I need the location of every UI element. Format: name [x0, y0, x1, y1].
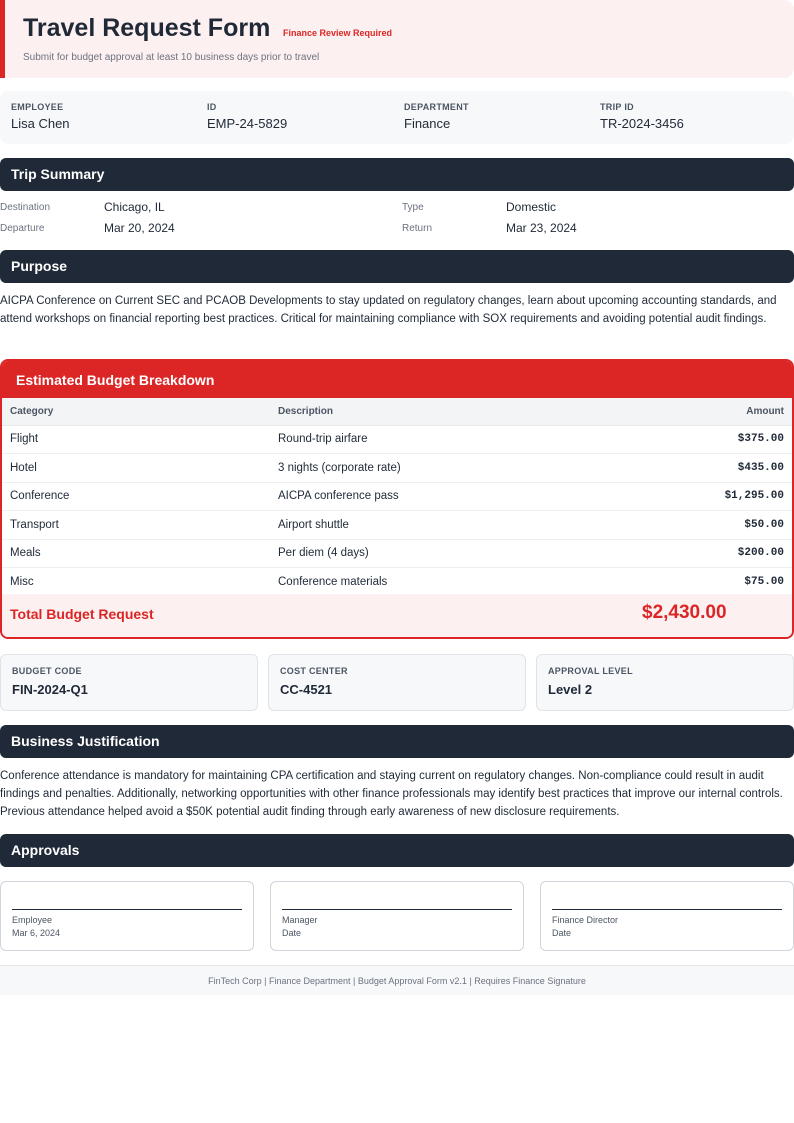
card-label: APPROVAL LEVEL [548, 666, 633, 676]
cell-description: Round-trip airfare [278, 425, 638, 454]
departure-label: Departure [0, 223, 45, 234]
employee-name-field [11, 102, 70, 131]
budget-total-row [2, 594, 792, 637]
field-value: EMP-24-5829 [207, 116, 288, 131]
cell-amount: $200.00 [638, 539, 792, 568]
page-subtitle: Submit for budget approval at least 10 business days prior to travel [23, 52, 320, 63]
cell-description: AICPA conference pass [278, 482, 638, 511]
total-label: Total Budget Request [10, 606, 154, 622]
cell-amount: $375.00 [638, 425, 792, 454]
cell-amount: $435.00 [638, 454, 792, 483]
return-label: Return [402, 223, 433, 234]
column-header-amount: Amount [638, 398, 792, 425]
card-label: COST CENTER [280, 666, 348, 676]
finance-director-signature-box[interactable] [540, 881, 794, 951]
type-label: Type [402, 202, 424, 213]
cell-description: Per diem (4 days) [278, 539, 638, 568]
table-row [2, 568, 792, 597]
signature-date: Date [282, 928, 302, 938]
cell-description: Airport shuttle [278, 511, 638, 540]
departure-value: Mar 20, 2024 [104, 221, 175, 235]
cell-category: Misc [2, 568, 278, 597]
table-row [2, 454, 792, 483]
employee-info-strip [0, 91, 794, 144]
employee-id-field [207, 102, 287, 131]
destination-value: Chicago, IL [104, 200, 165, 214]
trip-summary-heading: Trip Summary [0, 158, 794, 191]
approval-level-card [536, 654, 794, 711]
trip-id-field [600, 102, 684, 131]
form-header [0, 0, 794, 78]
table-row [2, 482, 792, 511]
cell-amount: $75.00 [638, 568, 792, 597]
cell-category: Conference [2, 482, 278, 511]
purpose-text: AICPA Conference on Current SEC and PCAOB Developments to stay updated on regulatory changes, learn about upcoming accounting standards, and attend workshops on financial reporting best practices. Critical for maintaining compliance with SOX requirements and avoiding potential audit findings. [0, 295, 777, 325]
budget-table-header [2, 398, 792, 425]
cell-description: 3 nights (corporate rate) [278, 454, 638, 483]
column-header-category: Category [2, 398, 278, 425]
field-label: TRIP ID [600, 102, 634, 112]
manager-signature-box[interactable] [270, 881, 524, 951]
cell-amount: $1,295.00 [638, 482, 792, 511]
type-value: Domestic [506, 200, 557, 214]
total-value: $2,430.00 [642, 602, 727, 623]
card-label: BUDGET CODE [12, 666, 82, 676]
field-label: ID [207, 102, 217, 112]
budget-heading: Estimated Budget Breakdown [2, 361, 792, 398]
signature-role: Finance Director [552, 915, 619, 925]
page-footer: FinTech Corp | Finance Department | Budget Approval Form v2.1 | Requires Finance Signature [0, 965, 794, 995]
return-value: Mar 23, 2024 [506, 221, 577, 235]
field-label: DEPARTMENT [404, 102, 469, 112]
purpose-heading: Purpose [0, 250, 794, 283]
page-title: Travel Request Form [23, 14, 271, 42]
cell-description: Conference materials [278, 568, 638, 597]
cell-amount: $50.00 [638, 511, 792, 540]
signature-role: Manager [282, 915, 318, 925]
table-row [2, 539, 792, 568]
justification-text: Conference attendance is mandatory for maintaining CPA certification and staying current on regulatory changes. Non-compliance could result in audit findings and penalties. Additionally, networking opportunities with other finance professionals may identify best practices that improve our internal controls. Previous attendance helped avoid a $50K potential audit finding through early awareness of new disclosure requirements. [0, 770, 783, 818]
card-value: Level 2 [548, 682, 593, 697]
table-row [2, 425, 792, 454]
signature-date: Date [552, 928, 572, 938]
destination-label: Destination [0, 202, 51, 213]
card-value: FIN-2024-Q1 [12, 682, 88, 697]
employee-signature-box[interactable] [0, 881, 254, 951]
budget-breakdown [0, 359, 794, 639]
approvals-heading: Approvals [0, 834, 794, 867]
column-header-description: Description [278, 398, 638, 425]
field-value: TR-2024-3456 [600, 116, 684, 131]
cell-category: Flight [2, 425, 278, 454]
cell-category: Hotel [2, 454, 278, 483]
budget-table [2, 398, 792, 597]
justification-heading: Business Justification [0, 725, 794, 758]
cost-center-card [268, 654, 526, 711]
department-field [404, 102, 469, 131]
table-row [2, 511, 792, 540]
cell-category: Meals [2, 539, 278, 568]
cell-category: Transport [2, 511, 278, 540]
field-value: Finance [404, 116, 451, 131]
finance-review-badge: Finance Review Required [283, 28, 393, 38]
field-label: EMPLOYEE [11, 102, 64, 112]
signature-line [282, 909, 512, 910]
budget-code-card [0, 654, 258, 711]
signature-date: Mar 6, 2024 [12, 928, 61, 938]
field-value: Lisa Chen [11, 116, 70, 131]
signature-line [12, 909, 242, 910]
signature-role: Employee [12, 915, 53, 925]
signature-line [552, 909, 782, 910]
card-value: CC-4521 [280, 682, 333, 697]
